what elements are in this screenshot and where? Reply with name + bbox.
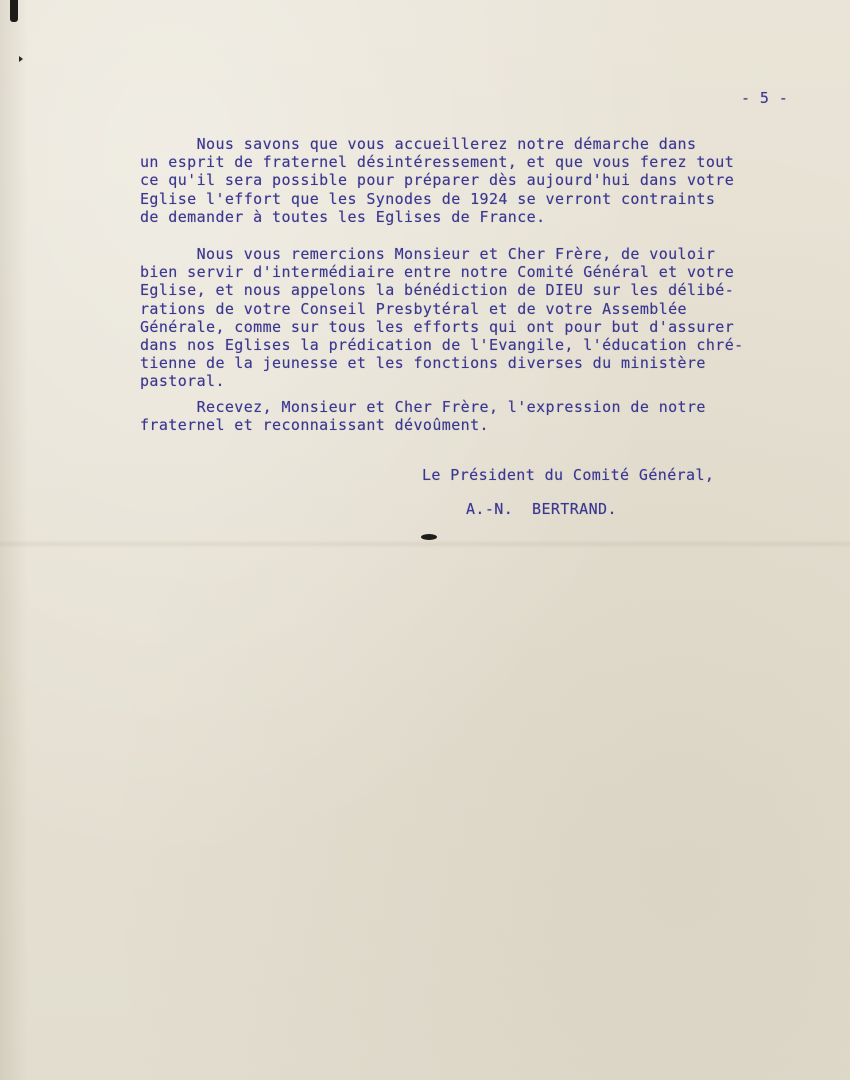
text-line: un esprit de fraternel désintéressement, et que vous ferez tout [140, 153, 735, 172]
text-line: de demander à toutes les Eglises de France. [140, 207, 546, 226]
text-line: Eglise, et nous appelons la bénédiction de DIEU sur les délibé- [140, 281, 735, 300]
paper-fold-line [0, 540, 850, 548]
text-line: Eglise l'effort que les Synodes de 1924 se verront contraints [140, 189, 716, 208]
signature-name: A.-N. BERTRAND. [466, 500, 617, 518]
text-line: Nous vous remercions Monsieur et Cher Frère, de vouloir [140, 245, 716, 263]
binder-clip-mark [10, 0, 18, 22]
text-line: ce qu'il sera possible pour préparer dès aujourd'hui dans votre [140, 171, 735, 190]
margin-ink-mark [19, 56, 23, 62]
paragraph-3 [140, 398, 820, 434]
paragraph-1 [140, 135, 820, 226]
text-line: bien servir d'intermédiaire entre notre Comité Général et votre [140, 263, 735, 282]
text-line: tienne de la jeunesse et les fonctions diverses du ministère [140, 354, 706, 373]
ink-blot [421, 534, 437, 540]
text-line: dans nos Eglises la prédication de l'Evangile, l'éducation chré- [140, 336, 744, 355]
page-number: - 5 - [741, 89, 789, 107]
text-line: Recevez, Monsieur et Cher Frère, l'expression de notre [140, 398, 706, 416]
text-line: pastoral. [140, 372, 225, 391]
signature-title: Le Président du Comité Général, [422, 466, 715, 484]
text-line: rations de votre Conseil Presbytéral et de votre Assemblée [140, 299, 687, 318]
paragraph-2 [140, 245, 820, 391]
text-line: fraternel et reconnaissant dévoûment. [140, 416, 489, 435]
text-line: Générale, comme sur tous les efforts qui ont pour but d'assurer [140, 317, 735, 336]
text-line: Nous savons que vous accueillerez notre démarche dans [140, 135, 697, 153]
